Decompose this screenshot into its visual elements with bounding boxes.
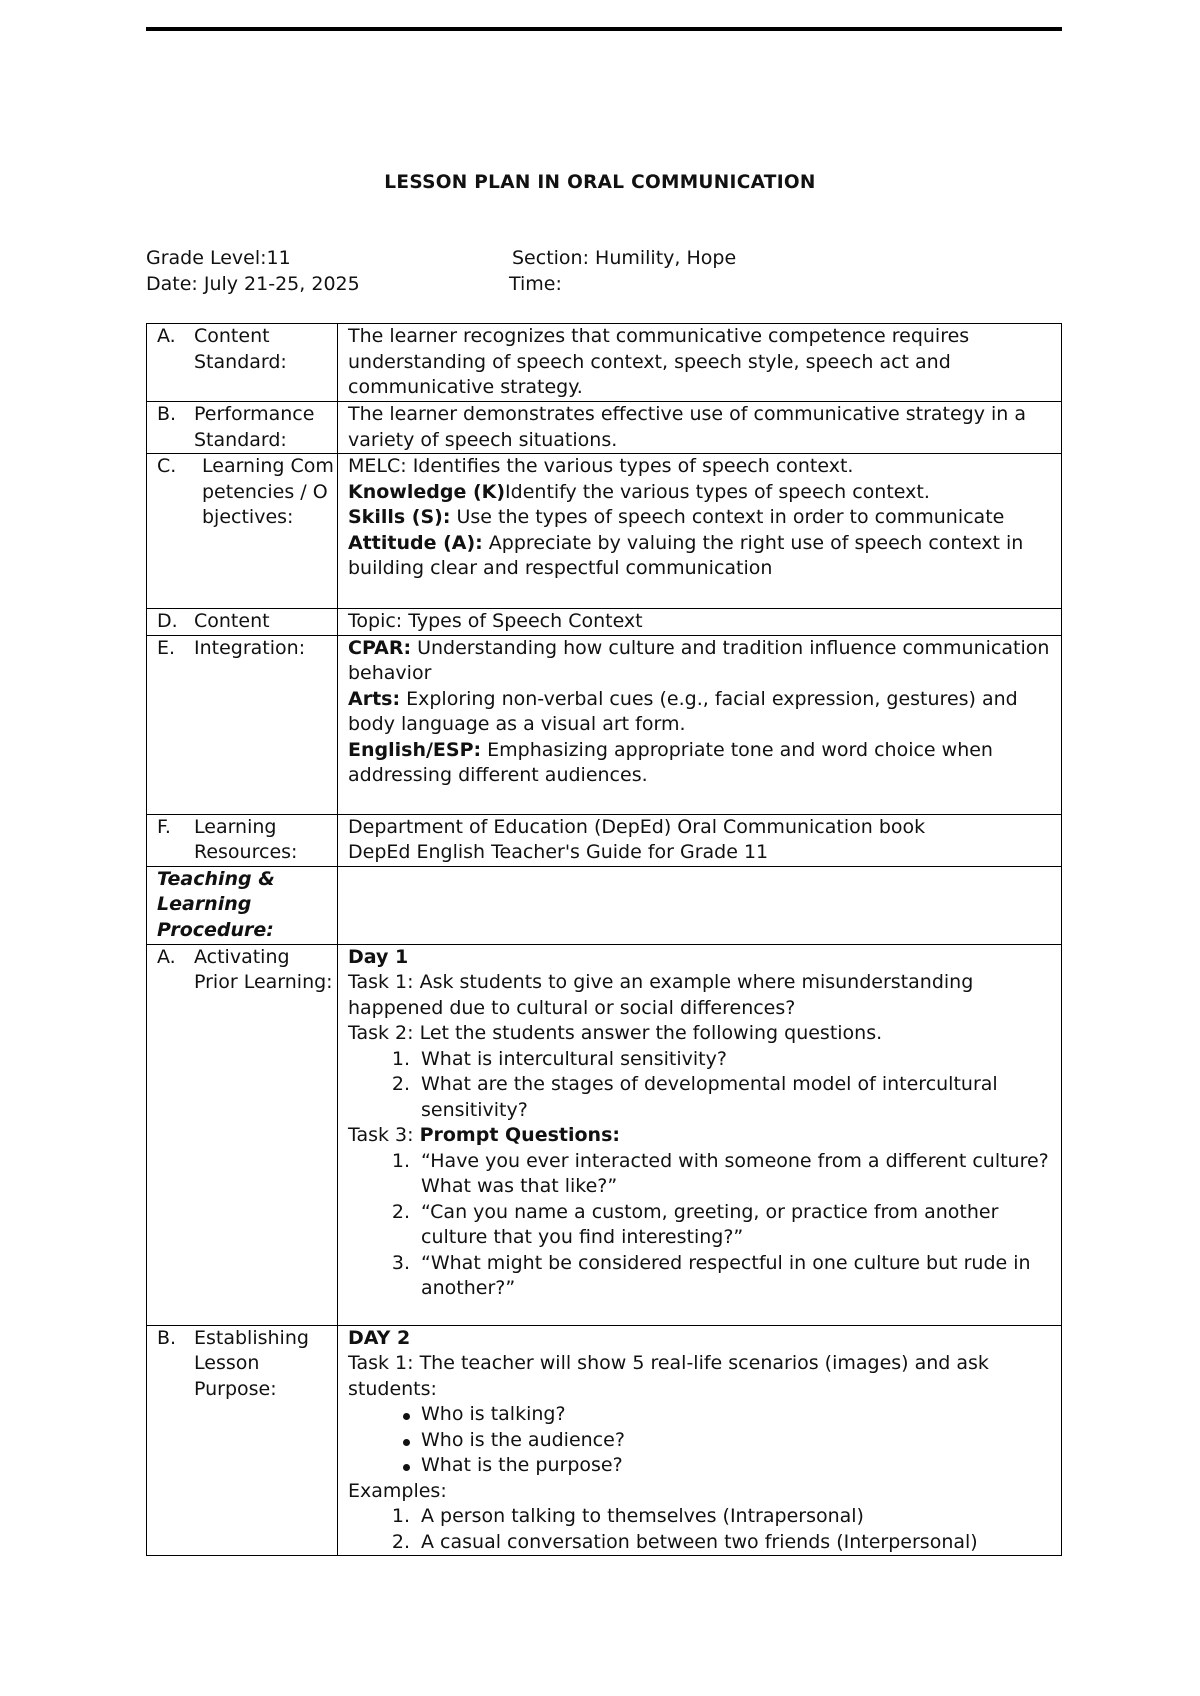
row-activating [147, 944, 1062, 1325]
resources-cell [338, 814, 1062, 866]
row-letter: A. [157, 945, 176, 968]
bullet-item [348, 1402, 1058, 1428]
english-label: English/ESP: [348, 738, 482, 761]
list-number: 1. [391, 1047, 410, 1070]
procedure-label: Teaching & Learning Procedure: [147, 866, 338, 944]
competencies-cell [338, 454, 1062, 609]
grade-level: Grade Level:11 [146, 247, 291, 269]
attitude-label: Attitude (A): [348, 531, 483, 554]
row-label: Learning Competencies / Objectives: [202, 455, 334, 528]
bullet-icon [348, 1402, 421, 1428]
list-number: 1. [391, 1149, 410, 1172]
list-text: “Can you name a custom, greeting, or practice from another culture that you find interesting?” [421, 1200, 999, 1248]
examples-label: Examples: [348, 1479, 447, 1502]
row-letter: F. [157, 815, 171, 838]
time: Time: [509, 273, 562, 295]
list-text: What is intercultural sensitivity? [421, 1047, 727, 1070]
section: Section: Humility, Hope [512, 247, 737, 269]
task-3-list [348, 1149, 1058, 1302]
task-1: Task 1: Ask students to give an example where misunderstanding happened due to cultural or social differences? [348, 971, 974, 1019]
knowledge-label: Knowledge (K) [348, 480, 506, 503]
list-item [348, 1504, 1058, 1530]
list-item [348, 1072, 1058, 1123]
arts-label: Arts: [348, 687, 401, 710]
resource-line-1: Department of Education (DepEd) Oral Communication book [348, 815, 926, 838]
purpose-cell [338, 1325, 1062, 1556]
english-line [348, 738, 1058, 789]
list-text: What are the stages of developmental model of intercultural sensitivity? [421, 1073, 998, 1121]
row-procedure [147, 866, 1062, 944]
date: Date: July 21-25, 2025 [146, 273, 360, 295]
skills-label: Skills (S): [348, 506, 451, 528]
list-number: 2. [391, 1200, 410, 1223]
content-standard-text: The learner recognizes that communicative competence requires understanding of speech context, speech style, speech act and communicative strategy. [338, 324, 1062, 402]
integration-cell [338, 635, 1062, 814]
lesson-plan-table [146, 323, 1062, 1556]
row-label: Performance Standard: [194, 403, 315, 451]
activating-cell [338, 944, 1062, 1325]
label-cell [147, 1325, 338, 1556]
list-number: 2. [391, 1530, 410, 1553]
label-cell [147, 609, 338, 636]
skills-text: Use the types of speech context in order to communicate [450, 506, 1005, 528]
list-number: 3. [391, 1251, 410, 1274]
list-text: “Have you ever interacted with someone from a different culture? What was that like?” [421, 1149, 1049, 1197]
list-item [348, 1530, 1058, 1556]
knowledge-text: Identify the various types of speech context. [505, 480, 930, 503]
row-label: Activating Prior Learning: [194, 945, 333, 993]
bullet-list [348, 1402, 1058, 1479]
task-2: Task 2: Let the students answer the following questions. [348, 1022, 883, 1044]
bullet-text: Who is talking? [421, 1403, 566, 1425]
melc-line: MELC: Identifies the various types of speech context. [348, 455, 854, 477]
day-label: DAY 2 [348, 1326, 411, 1349]
arts-line [348, 687, 1058, 738]
row-letter: D. [157, 610, 178, 632]
label-cell [147, 944, 338, 1325]
label-cell [147, 814, 338, 866]
row-label: Learning Resources: [194, 815, 298, 863]
performance-standard-text: The learner demonstrates effective use of communicative strategy in a variety of speech situations. [338, 402, 1062, 454]
label-cell [147, 635, 338, 814]
bullet-icon [348, 1453, 421, 1479]
row-label: Integration: [194, 636, 306, 659]
content-topic: Topic: Types of Speech Context [338, 609, 1062, 636]
row-label: Content Standard: [194, 325, 287, 373]
list-item [348, 1047, 1058, 1073]
knowledge-line [348, 480, 1058, 506]
list-item [348, 1200, 1058, 1251]
arts-text: Exploring non-verbal cues (e.g., facial expression, gestures) and body language as a visual art form. [348, 687, 1018, 735]
procedure-empty-cell [338, 866, 1062, 944]
list-item [348, 1251, 1058, 1302]
page-title: LESSON PLAN IN ORAL COMMUNICATION [384, 172, 816, 193]
skills-line [348, 505, 1058, 531]
list-text: “What might be considered respectful in one culture but rude in another?” [421, 1251, 1031, 1299]
row-content-standard [147, 324, 1062, 402]
row-letter: B. [157, 1326, 177, 1349]
row-competencies [147, 454, 1062, 609]
top-rule [146, 27, 1062, 31]
row-label: Establishing Lesson Purpose: [194, 1326, 309, 1400]
cpar-text: Understanding how culture and tradition influence communication behavior [348, 636, 1050, 684]
label-cell [147, 402, 338, 454]
list-number: 2. [391, 1073, 410, 1095]
task-3 [348, 1123, 1058, 1149]
row-letter: E. [157, 636, 176, 659]
bullet-text: Who is the audience? [421, 1428, 625, 1451]
attitude-text: Appreciate by valuing the right use of speech context in building clear and respectful communication [348, 531, 1024, 579]
list-text: A casual conversation between two friends (Interpersonal) [421, 1530, 978, 1553]
label-cell [147, 454, 338, 609]
bullet-text: What is the purpose? [421, 1454, 623, 1476]
row-resources [147, 814, 1062, 866]
row-letter: A. [157, 325, 176, 347]
row-performance-standard [147, 402, 1062, 454]
list-text: A person talking to themselves (Intrapersonal) [421, 1505, 864, 1527]
row-integration [147, 635, 1062, 814]
attitude-line [348, 531, 1058, 582]
english-text: Emphasizing appropriate tone and word choice when addressing different audiences. [348, 738, 993, 786]
task-2-list [348, 1047, 1058, 1124]
task-3-prefix: Task 3: [348, 1124, 420, 1146]
list-number: 1. [391, 1505, 410, 1527]
label-cell [147, 324, 338, 402]
task-3-label: Prompt Questions: [419, 1124, 620, 1146]
cpar-line [348, 636, 1058, 687]
bullet-icon [348, 1428, 421, 1454]
bullet-item [348, 1428, 1058, 1454]
row-purpose [147, 1325, 1062, 1556]
resource-line-2: DepEd English Teacher's Guide for Grade 11 [348, 841, 769, 863]
list-item [348, 1149, 1058, 1200]
row-letter: B. [157, 403, 177, 425]
row-content [147, 609, 1062, 636]
row-label: Content [194, 610, 270, 632]
day-label: Day 1 [348, 945, 409, 968]
cpar-label: CPAR: [348, 636, 412, 659]
task-1: Task 1: The teacher will show 5 real-life scenarios (images) and ask students: [348, 1352, 989, 1400]
bullet-item [348, 1453, 1058, 1479]
examples-list [348, 1504, 1058, 1555]
row-letter: C. [157, 455, 177, 477]
